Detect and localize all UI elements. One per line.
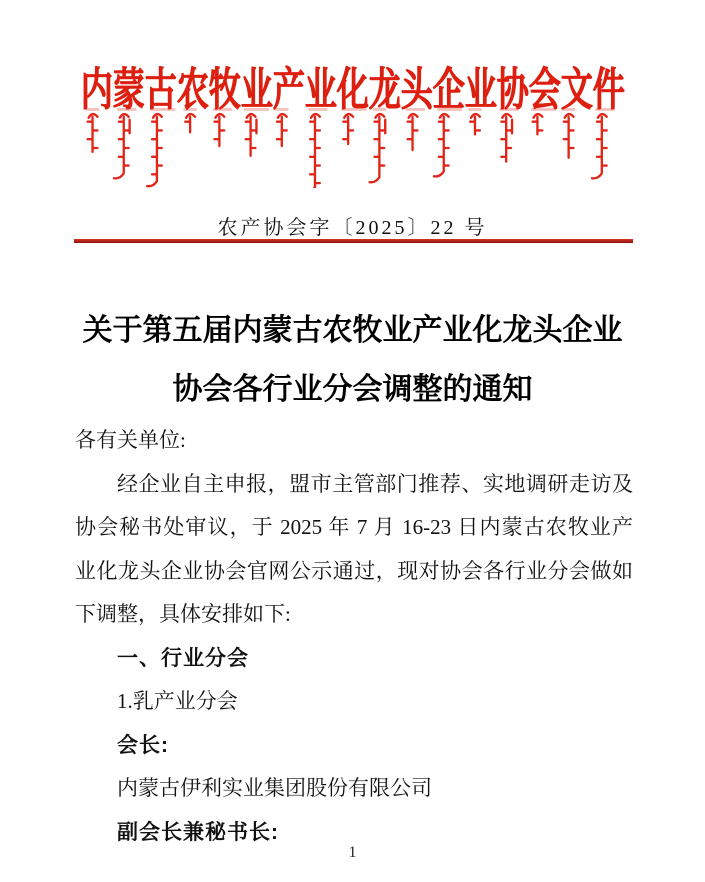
- doc-number: 农产协会字〔2025〕22 号: [217, 217, 488, 239]
- paragraph-line: 业化龙头企业协会官网公示通过，现对协会各行业分会做如: [75, 558, 633, 583]
- doc-title: [0, 301, 705, 419]
- doc-title-line1: 关于第五届内蒙古农牧业产业化龙头企业: [82, 314, 623, 347]
- role-label-vice-chairman: 副会长兼秘书长:: [117, 820, 279, 844]
- mongolian-script-icon: [74, 108, 634, 188]
- paragraph-line: 经企业自主申报，盟市主管部门推荐、实地调研走访及: [117, 471, 633, 496]
- letterhead-org-title: 内蒙古农牧业产业化龙头企业协会文件: [80, 63, 625, 116]
- doc-title-line2: 协会各行业分会调整的通知: [172, 373, 533, 406]
- salutation-line: 各有关单位:: [75, 428, 186, 452]
- role-value-chairman: 内蒙古伊利实业集团股份有限公司: [117, 776, 432, 800]
- paragraph-line: 协会秘书处审议，于 2025 年 7 月 16-23 日内蒙古农牧业产: [75, 515, 633, 539]
- red-rule-divider: [74, 239, 633, 243]
- page-number: 1: [348, 844, 357, 861]
- role-label-chairman: 会长:: [117, 733, 169, 757]
- paragraph-line: 下调整，具体安排如下:: [75, 602, 291, 626]
- doc-body: [75, 419, 633, 854]
- subsection-heading: 1.乳产业分会: [117, 689, 238, 713]
- section-heading: 一、行业分会: [117, 646, 249, 670]
